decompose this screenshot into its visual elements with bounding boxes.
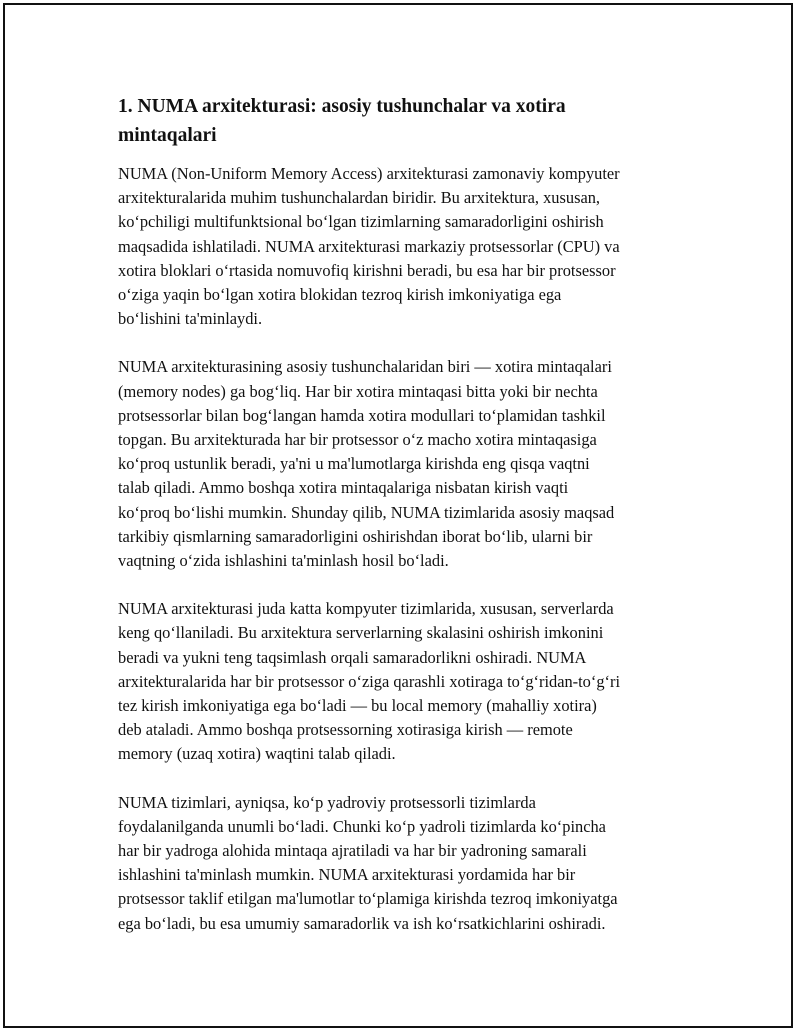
text-line: xotira bloklari o‘rtasida nomuvofiq kirishni beradi, bu esa har bir protsessor (118, 260, 616, 280)
text-line: beradi va yukni teng taqsimlash orqali samaradorlikni oshiradi. NUMA (118, 647, 587, 667)
text-line: foydalanilganda unumli bo‘ladi. Chunki ko‘p yadroli tizimlarda ko‘pincha (118, 816, 606, 836)
paragraph-3 (118, 597, 690, 766)
text-line: arxitekturalarida har bir protsessor o‘ziga qarashli xotiraga to‘g‘ridan-to‘g‘ri (118, 671, 620, 691)
section-heading (118, 92, 690, 150)
text-line: keng qo‘llaniladi. Bu arxitektura serverlarning skalasini oshirish imkonini (118, 623, 604, 643)
text-line: tarkibiy qismlarning samaradorligini oshirishdan iborat bo‘lib, ularni bir (118, 526, 593, 546)
text-line: topgan. Bu arxitekturada har bir protsessor o‘z macho xotira mintaqasiga (118, 430, 597, 450)
text-line: tez kirish imkoniyatiga ega bo‘ladi — bu local memory (mahalliy xotira) (118, 696, 597, 716)
text-line: o‘ziga yaqin bo‘lgan xotira blokidan tezroq kirish imkoniyatiga ega (118, 285, 562, 305)
text-line: deb ataladi. Ammo boshqa protsessorning xotirasiga kirish — remote (118, 720, 573, 740)
paragraph-1 (118, 162, 690, 331)
text-line: vaqtning o‘zida ishlashini ta'minlash hosil bo‘ladi. (118, 551, 449, 571)
text-line: NUMA arxitekturasi juda katta kompyuter tizimlarida, xususan, serverlarda (118, 599, 614, 619)
heading-line: mintaqalari (118, 125, 217, 146)
text-line: protsessor taklif etilgan ma'lumotlar to‘plamiga kirishda tezroq imkoniyatga (118, 889, 618, 909)
text-line: ega bo‘ladi, bu esa umumiy samaradorlik va ish ko‘rsatkichlarini oshiradi. (118, 913, 606, 933)
text-line: har bir yadroga alohida mintaqa ajratiladi va har bir yadroning samarali (118, 841, 587, 861)
heading-line: 1. NUMA arxitekturasi: asosiy tushunchalar va xotira (118, 96, 566, 117)
text-line: talab qiladi. Ammo boshqa xotira mintaqalariga nisbatan kirish vaqti (118, 478, 569, 498)
text-line: memory (uzaq xotira) waqtini talab qiladi. (118, 744, 396, 764)
text-line: NUMA tizimlari, ayniqsa, ko‘p yadroviy protsessorli tizimlarda (118, 792, 536, 812)
text-line: ko‘proq ustunlik beradi, ya'ni u ma'lumotlarga kirishda eng qisqa vaqtni (118, 454, 590, 474)
text-line: NUMA (Non-Uniform Memory Access) arxitekturasi zamonaviy kompyuter (118, 164, 620, 183)
text-line: (memory nodes) ga bog‘liq. Har bir xotira mintaqasi bitta yoki bir nechta (118, 381, 598, 401)
paragraph-2 (118, 355, 690, 573)
text-line: NUMA arxitekturasining asosiy tushunchalaridan biri — xotira mintaqalari (118, 357, 612, 377)
text-line: protsessorlar bilan bog‘langan hamda xotira modullari to‘plamidan tashkil (118, 405, 606, 425)
paragraph-4 (118, 791, 690, 936)
text-line: ko‘proq bo‘lishi mumkin. Shunday qilib, NUMA tizimlarida asosiy maqsad (118, 502, 615, 522)
document-body (118, 92, 690, 960)
text-line: ko‘pchiligi multifunktsional bo‘lgan tizimlarning samaradorligini oshirish (118, 212, 604, 232)
text-line: arxitekturalarida muhim tushunchalardan biridir. Bu arxitektura, xususan, (118, 188, 601, 208)
text-line: ishlashini ta'minlash mumkin. NUMA arxitekturasi yordamida har bir (118, 865, 576, 885)
text-line: maqsadida ishlatiladi. NUMA arxitekturasi markaziy protsessorlar (CPU) va (118, 236, 620, 256)
text-line: bo‘lishini ta'minlaydi. (118, 309, 263, 329)
